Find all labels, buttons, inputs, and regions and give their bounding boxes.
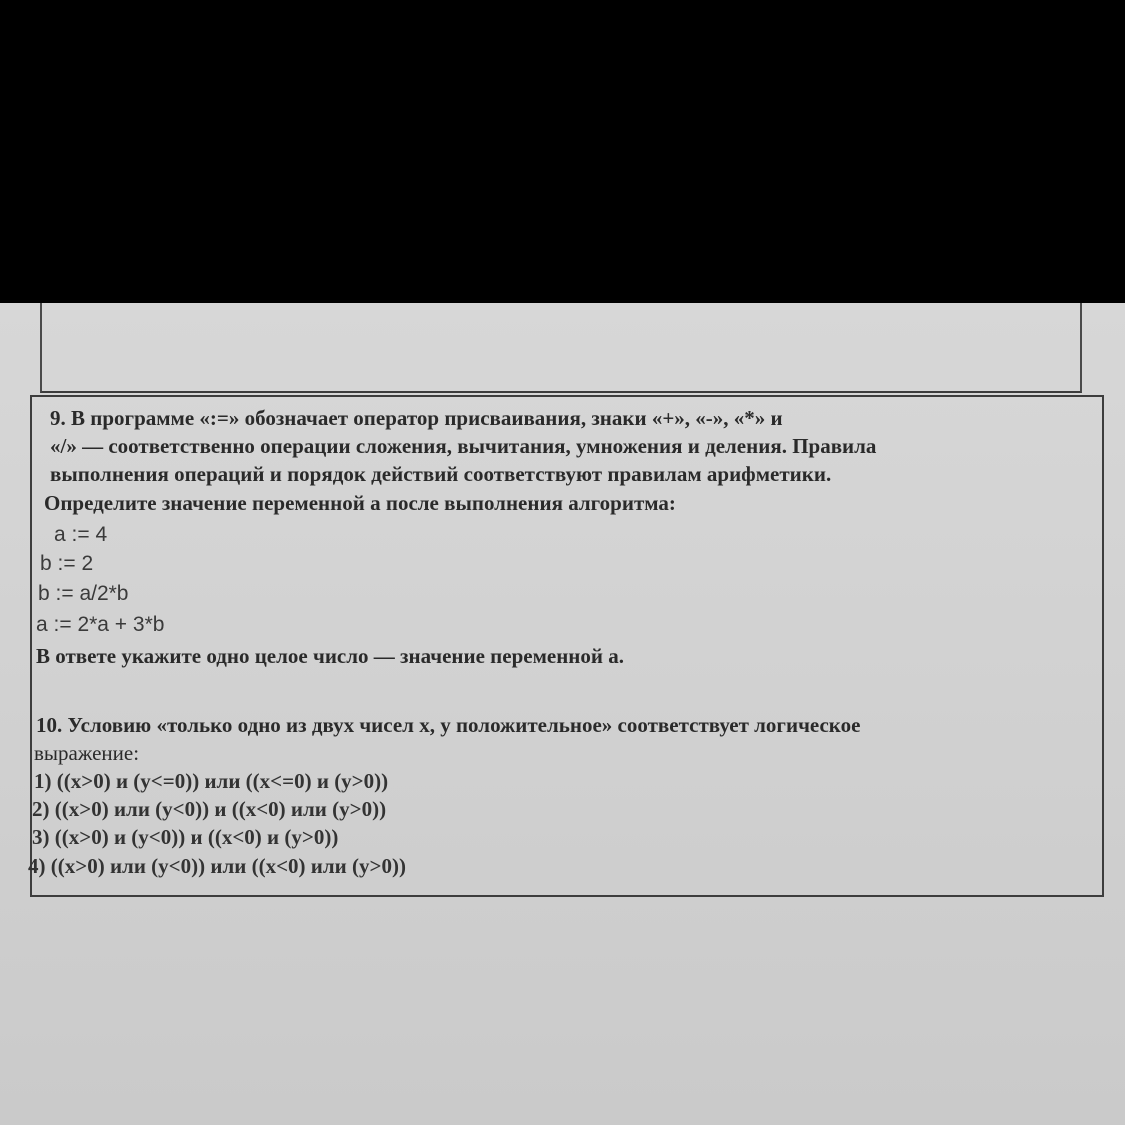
code-line-1: a := 4 — [54, 523, 108, 546]
task9-line-4: Определите значение переменной a после выполнения алгоритма: — [44, 491, 676, 515]
task10-line-1: 10. Условию «только одно из двух чисел x, y положительное» соответствует логическое — [36, 713, 861, 737]
option-4: 4) ((x>0) или (y<0)) или ((x<0) или (y>0)) — [28, 854, 406, 878]
code-line-4: a := 2*a + 3*b — [36, 613, 165, 636]
task9-line-1: 9. В программе «:=» обозначает оператор присваивания, знаки «+», «-», «*» и — [50, 406, 783, 430]
code-line-3: b := a/2*b — [38, 582, 129, 605]
option-2: 2) ((x>0) или (y<0)) и ((x<0) или (y>0)) — [32, 797, 387, 821]
task9-answer-note: В ответе укажите одно целое число — значение переменной a. — [36, 644, 624, 668]
code-line-2: b := 2 — [40, 552, 94, 575]
task9-line-2: «/» — соответственно операции сложения, вычитания, умножения и деления. Правила — [50, 434, 877, 458]
previous-task-cell — [40, 303, 1082, 393]
option-3: 3) ((x>0) и (y<0)) и ((x<0) и (y>0)) — [32, 825, 339, 849]
task10-line-2: выражение: — [34, 741, 140, 765]
option-1: 1) ((x>0) и (y<=0)) или ((x<=0) и (y>0)) — [34, 769, 389, 793]
worksheet-page — [0, 303, 1125, 1125]
task-table-cell — [30, 395, 1104, 897]
task9-line-3: выполнения операций и порядок действий соответствуют правилам арифметики. — [50, 462, 832, 486]
